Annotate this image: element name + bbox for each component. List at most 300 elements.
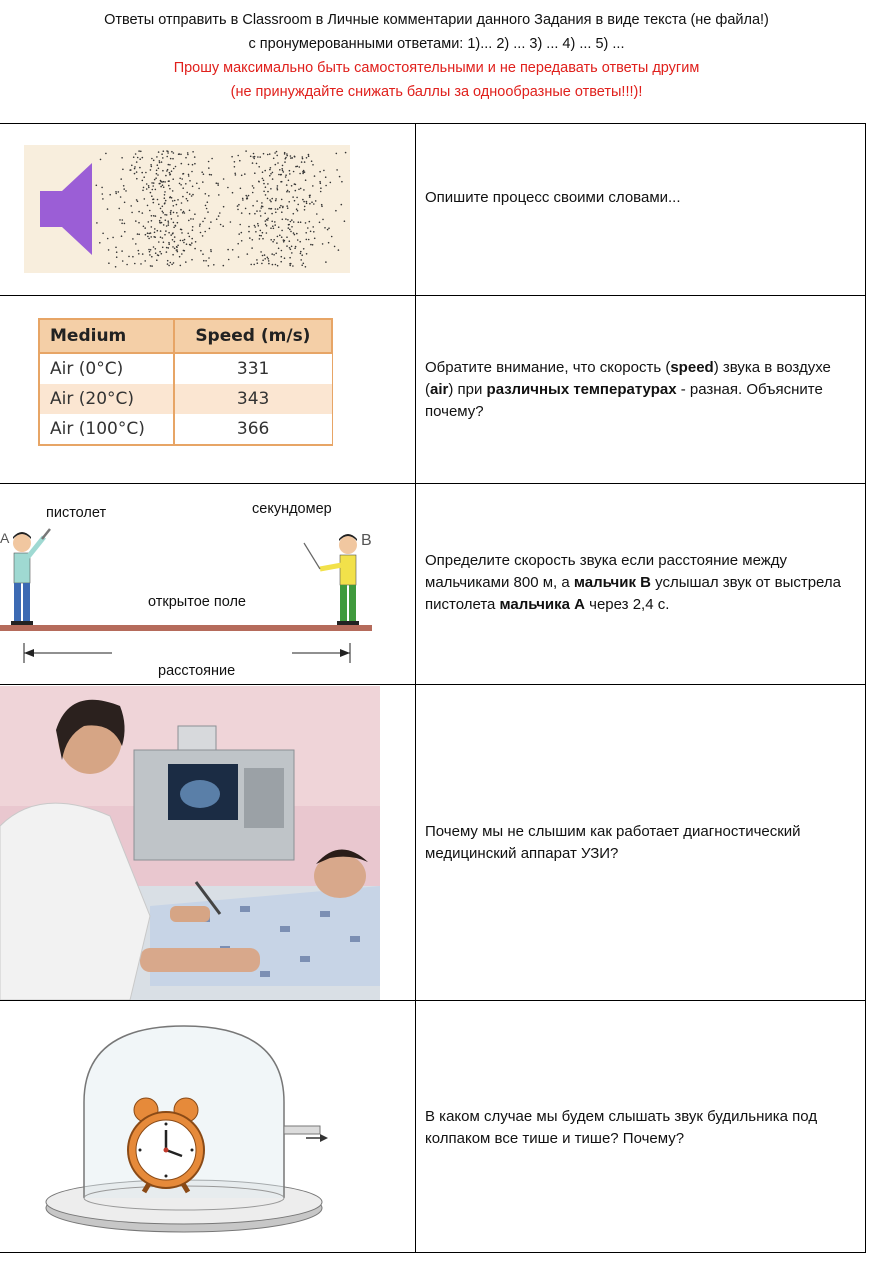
air-particle (282, 207, 284, 209)
air-particle (159, 183, 161, 185)
air-particle (280, 205, 282, 207)
column-divider (415, 123, 416, 1253)
air-particle (309, 221, 311, 223)
air-particle (191, 238, 193, 240)
air-particle (308, 154, 310, 156)
air-particle (163, 241, 165, 243)
air-particle (300, 253, 302, 255)
air-particle (302, 156, 304, 158)
air-particle (273, 158, 275, 160)
air-particle (151, 166, 153, 168)
air-particle (268, 263, 270, 265)
air-particle (150, 164, 152, 166)
air-particle (205, 193, 207, 195)
air-particle (211, 158, 213, 160)
air-particle (259, 156, 261, 158)
air-particle (273, 254, 275, 256)
air-particle (199, 223, 201, 225)
air-particle (134, 263, 136, 265)
air-particle (174, 236, 176, 238)
air-particle (283, 171, 285, 173)
air-particle (180, 240, 182, 242)
air-particle (157, 230, 159, 232)
air-particle (125, 190, 127, 192)
air-particle (102, 198, 104, 200)
air-particle (299, 241, 301, 243)
air-particle (192, 164, 194, 166)
speed-column-header: Speed (m/s) (174, 319, 332, 353)
air-particle (109, 194, 111, 196)
air-particle (162, 184, 164, 186)
text-part: Определите скорость звука если расстояние между мальчиками 800 м, а (425, 552, 788, 591)
air-particle (319, 181, 321, 183)
air-particle (172, 190, 174, 192)
air-particle (262, 178, 264, 180)
air-particle (200, 250, 202, 252)
air-particle (181, 163, 183, 165)
air-particle (309, 195, 311, 197)
air-particle (312, 164, 314, 166)
air-particle (121, 223, 123, 225)
table-row (39, 353, 332, 384)
air-particle (256, 200, 258, 202)
air-particle (250, 156, 252, 158)
distance-label: расстояние (158, 663, 236, 679)
air-particle (171, 197, 173, 199)
air-particle (118, 208, 120, 210)
air-particle (290, 263, 292, 265)
air-particle (290, 155, 292, 157)
air-particle (289, 240, 291, 242)
warning-line-1: Прошу максимально быть самостоятельными и не передавать ответы другим (173, 60, 700, 76)
table-row (39, 384, 332, 414)
air-particle (313, 231, 315, 233)
air-particle (280, 261, 282, 263)
question-5-text: В каком случае мы будем слышать звук будильника под колпаком все тише и тише? Почему? (425, 1108, 818, 1147)
air-particle (314, 175, 316, 177)
air-particle (183, 250, 185, 252)
air-particle (164, 203, 166, 205)
column-divider (865, 123, 866, 1253)
air-particle (173, 205, 175, 207)
air-particle (319, 171, 321, 173)
air-particle (191, 259, 193, 261)
air-particle (134, 173, 136, 175)
air-particle (303, 201, 305, 203)
air-particle (194, 248, 196, 250)
air-particle (286, 205, 288, 207)
instruction-line-2: с пронумерованными ответами: 1)... 2) ... 3) ... 4) ... 5) ... (248, 36, 625, 52)
air-particle (312, 185, 314, 187)
air-particle (153, 246, 155, 248)
air-particle (158, 204, 160, 206)
air-particle (108, 262, 110, 264)
air-particle (263, 180, 265, 182)
air-particle (169, 197, 171, 199)
air-particle (135, 220, 137, 222)
air-particle (150, 249, 152, 251)
air-particle (294, 248, 296, 250)
air-particle (167, 220, 169, 222)
air-particle (153, 236, 155, 238)
warning-line-2: (не принуждайте снижать баллы за однообразные ответы!!!)! (230, 84, 643, 100)
air-particle (148, 221, 150, 223)
air-particle (162, 211, 164, 213)
air-particle (140, 263, 142, 265)
air-particle (256, 210, 258, 212)
air-particle (133, 156, 135, 158)
air-particle (162, 157, 164, 159)
air-particle (253, 264, 255, 266)
air-particle (176, 204, 178, 206)
air-particle (281, 236, 283, 238)
air-particle (299, 166, 301, 168)
air-particle (304, 206, 306, 208)
air-particle (149, 210, 151, 212)
air-particle (291, 246, 293, 248)
air-particle (293, 171, 295, 173)
ultrasound-photo (0, 686, 380, 1000)
air-particle (328, 227, 330, 229)
air-particle (271, 221, 273, 223)
speed-cell: 331 (174, 353, 332, 384)
air-particle (174, 200, 176, 202)
air-particle (242, 198, 244, 200)
air-particle (153, 182, 155, 184)
air-particle (153, 215, 155, 217)
air-particle (308, 155, 310, 157)
sound-wave-illustration (24, 145, 350, 273)
question-4-text: Почему мы не слышим как работает диагностический медицинский аппарат УЗИ? (425, 823, 801, 862)
air-particle (306, 239, 308, 241)
bold-term: speed (670, 359, 714, 376)
air-particle (275, 208, 277, 210)
air-particle (148, 249, 150, 251)
air-particle (166, 225, 168, 227)
air-particle (301, 254, 303, 256)
text-part: Обратите внимание, что скорость ( (425, 359, 671, 376)
air-particle (207, 211, 209, 213)
air-particle (181, 202, 183, 204)
air-particle (267, 183, 269, 185)
air-particle (266, 225, 268, 227)
air-particle (286, 236, 288, 238)
air-particle (265, 186, 267, 188)
air-particle (278, 174, 280, 176)
air-particle (249, 237, 251, 239)
air-particle (267, 191, 269, 193)
air-particle (260, 235, 262, 237)
air-particle (264, 254, 266, 256)
air-particle (182, 173, 184, 175)
air-particle (211, 174, 213, 176)
air-particle (149, 251, 151, 253)
air-particle (269, 169, 271, 171)
air-particle (265, 220, 267, 222)
air-particle (180, 209, 182, 211)
air-particle (223, 265, 225, 267)
air-particle (156, 156, 158, 158)
air-particle (280, 174, 282, 176)
air-particle (279, 207, 281, 209)
air-particle (258, 166, 260, 168)
air-particle (186, 243, 188, 245)
air-particle (265, 224, 267, 226)
air-particle (306, 253, 308, 255)
text-part: ) звука в воздухе ( (425, 359, 831, 398)
bell-jar-illustration (40, 1022, 340, 1244)
air-particle (191, 242, 193, 244)
air-particle (115, 266, 117, 268)
air-particle (217, 183, 219, 185)
air-particle (227, 249, 229, 251)
air-particle (161, 253, 163, 255)
air-particle (267, 257, 269, 259)
air-particle (172, 178, 174, 180)
air-particle (269, 153, 271, 155)
air-particle (177, 245, 179, 247)
air-particle (171, 264, 173, 266)
air-particle (305, 179, 307, 181)
air-particle (144, 260, 146, 262)
air-particle (305, 222, 307, 224)
air-particle (172, 158, 174, 160)
air-particle (151, 226, 153, 228)
row-divider (0, 1000, 866, 1001)
air-particle (166, 170, 168, 172)
air-particle (160, 186, 162, 188)
air-particle (216, 218, 218, 220)
air-particle (264, 213, 266, 215)
air-particle (150, 192, 152, 194)
air-particle (122, 260, 124, 262)
bold-term: air (430, 381, 449, 398)
air-particle (208, 257, 210, 259)
air-particle (155, 248, 157, 250)
air-particle (262, 171, 264, 173)
air-particle (107, 238, 109, 240)
air-particle (292, 157, 294, 159)
air-particle (291, 252, 293, 254)
air-particle (334, 246, 336, 248)
air-particle (202, 181, 204, 183)
air-particle (296, 197, 298, 199)
air-particle (151, 265, 153, 267)
air-particle (204, 218, 206, 220)
air-particle (153, 202, 155, 204)
air-particle (230, 221, 232, 223)
air-particle (289, 257, 291, 259)
air-particle (134, 168, 136, 170)
air-particle (303, 171, 305, 173)
air-particle (284, 152, 286, 154)
air-particle (175, 225, 177, 227)
medium-column-header: Medium (39, 319, 174, 353)
air-particle (170, 213, 172, 215)
bold-term: мальчик В (573, 574, 651, 591)
air-particle (218, 194, 220, 196)
air-particle (336, 169, 338, 171)
air-particle (314, 238, 316, 240)
air-particle (312, 226, 314, 228)
air-particle (192, 226, 194, 228)
air-particle (180, 184, 182, 186)
air-particle (172, 233, 174, 235)
air-particle (325, 261, 327, 263)
air-particle (284, 240, 286, 242)
air-particle (271, 253, 273, 255)
air-particle (159, 251, 161, 253)
air-particle (163, 181, 165, 183)
air-particle (123, 185, 125, 187)
air-particle (206, 208, 208, 210)
air-particle (156, 259, 158, 261)
air-particle (165, 175, 167, 177)
air-particle (276, 155, 278, 157)
air-particle (269, 175, 271, 177)
air-particle (190, 218, 192, 220)
air-particle (99, 242, 101, 244)
air-particle (148, 233, 150, 235)
air-particle (146, 183, 148, 185)
air-particle (291, 185, 293, 187)
air-particle (323, 170, 325, 172)
air-particle (152, 185, 154, 187)
air-particle (275, 200, 277, 202)
air-particle (218, 215, 220, 217)
air-particle (168, 244, 170, 246)
air-particle (194, 213, 196, 215)
air-particle (293, 232, 295, 234)
air-particle (126, 264, 128, 266)
air-particle (154, 232, 156, 234)
air-particle (112, 237, 114, 239)
air-particle (237, 155, 239, 157)
air-particle (205, 205, 207, 207)
air-particle (186, 192, 188, 194)
air-particle (194, 156, 196, 158)
air-particle (177, 215, 179, 217)
air-particle (272, 225, 274, 227)
air-particle (136, 171, 138, 173)
air-particle (139, 167, 141, 169)
air-particle (252, 185, 254, 187)
air-particle (238, 204, 240, 206)
air-particle (164, 234, 166, 236)
air-particle (292, 265, 294, 267)
air-particle (162, 170, 164, 172)
air-particle (294, 183, 296, 185)
air-particle (336, 153, 338, 155)
air-particle (181, 253, 183, 255)
air-particle (164, 194, 166, 196)
air-particle (295, 246, 297, 248)
air-particle (151, 256, 153, 258)
air-particle (341, 181, 343, 183)
air-particle (168, 247, 170, 249)
air-particle (107, 208, 109, 210)
air-particle (302, 158, 304, 160)
air-particle (269, 199, 271, 201)
air-particle (338, 249, 340, 251)
air-particle (180, 265, 182, 267)
air-particle (297, 166, 299, 168)
text-part: ) при (448, 381, 487, 398)
air-particle (167, 263, 169, 265)
air-particle (124, 223, 126, 225)
air-particle (170, 173, 172, 175)
air-particle (289, 265, 291, 267)
air-particle (165, 219, 167, 221)
air-particle (176, 246, 178, 248)
boy-a-letter: A (0, 530, 10, 546)
air-particle (287, 219, 289, 221)
air-particle (261, 263, 263, 265)
air-particle (153, 160, 155, 162)
air-particle (138, 234, 140, 236)
air-particle (306, 201, 308, 203)
air-particle (171, 170, 173, 172)
air-particle (172, 246, 174, 248)
air-particle (136, 199, 138, 201)
air-particle (296, 208, 298, 210)
air-particle (271, 198, 273, 200)
air-particle (210, 221, 212, 223)
air-particle (177, 251, 179, 253)
air-particle (272, 264, 274, 266)
air-particle (310, 231, 312, 233)
air-particle (331, 236, 333, 238)
air-particle (285, 218, 287, 220)
air-particle (192, 186, 194, 188)
air-particle (138, 150, 140, 152)
air-particle (148, 187, 150, 189)
air-particle (335, 210, 337, 212)
air-particle (150, 265, 152, 267)
air-particle (253, 153, 255, 155)
air-particle (287, 190, 289, 192)
air-particle (275, 164, 277, 166)
air-particle (161, 222, 163, 224)
air-particle (187, 152, 189, 154)
air-particle (286, 155, 288, 157)
air-particle (115, 191, 117, 193)
air-particle (177, 199, 179, 201)
air-particle (234, 161, 236, 163)
air-particle (309, 203, 311, 205)
instruction-line-1: Ответы отправить в Classroom в Личные комментарии данного Задания в виде текста (не файла!) (104, 12, 769, 28)
air-particle (171, 151, 173, 153)
air-particle (313, 203, 315, 205)
air-particle (297, 204, 299, 206)
air-particle (145, 234, 147, 236)
air-particle (265, 194, 267, 196)
speed-cell: 366 (174, 414, 332, 445)
air-particle (254, 156, 256, 158)
medium-cell: Air (0°C) (39, 353, 174, 384)
air-particle (151, 215, 153, 217)
speed-of-sound-table (38, 318, 333, 446)
air-particle (151, 195, 153, 197)
air-particle (254, 225, 256, 227)
air-particle (209, 174, 211, 176)
air-particle (168, 224, 170, 226)
open-field-label: открытое поле (148, 594, 246, 610)
air-particle (298, 221, 300, 223)
air-particle (238, 233, 240, 235)
air-particle (307, 227, 309, 229)
air-particle (272, 178, 274, 180)
